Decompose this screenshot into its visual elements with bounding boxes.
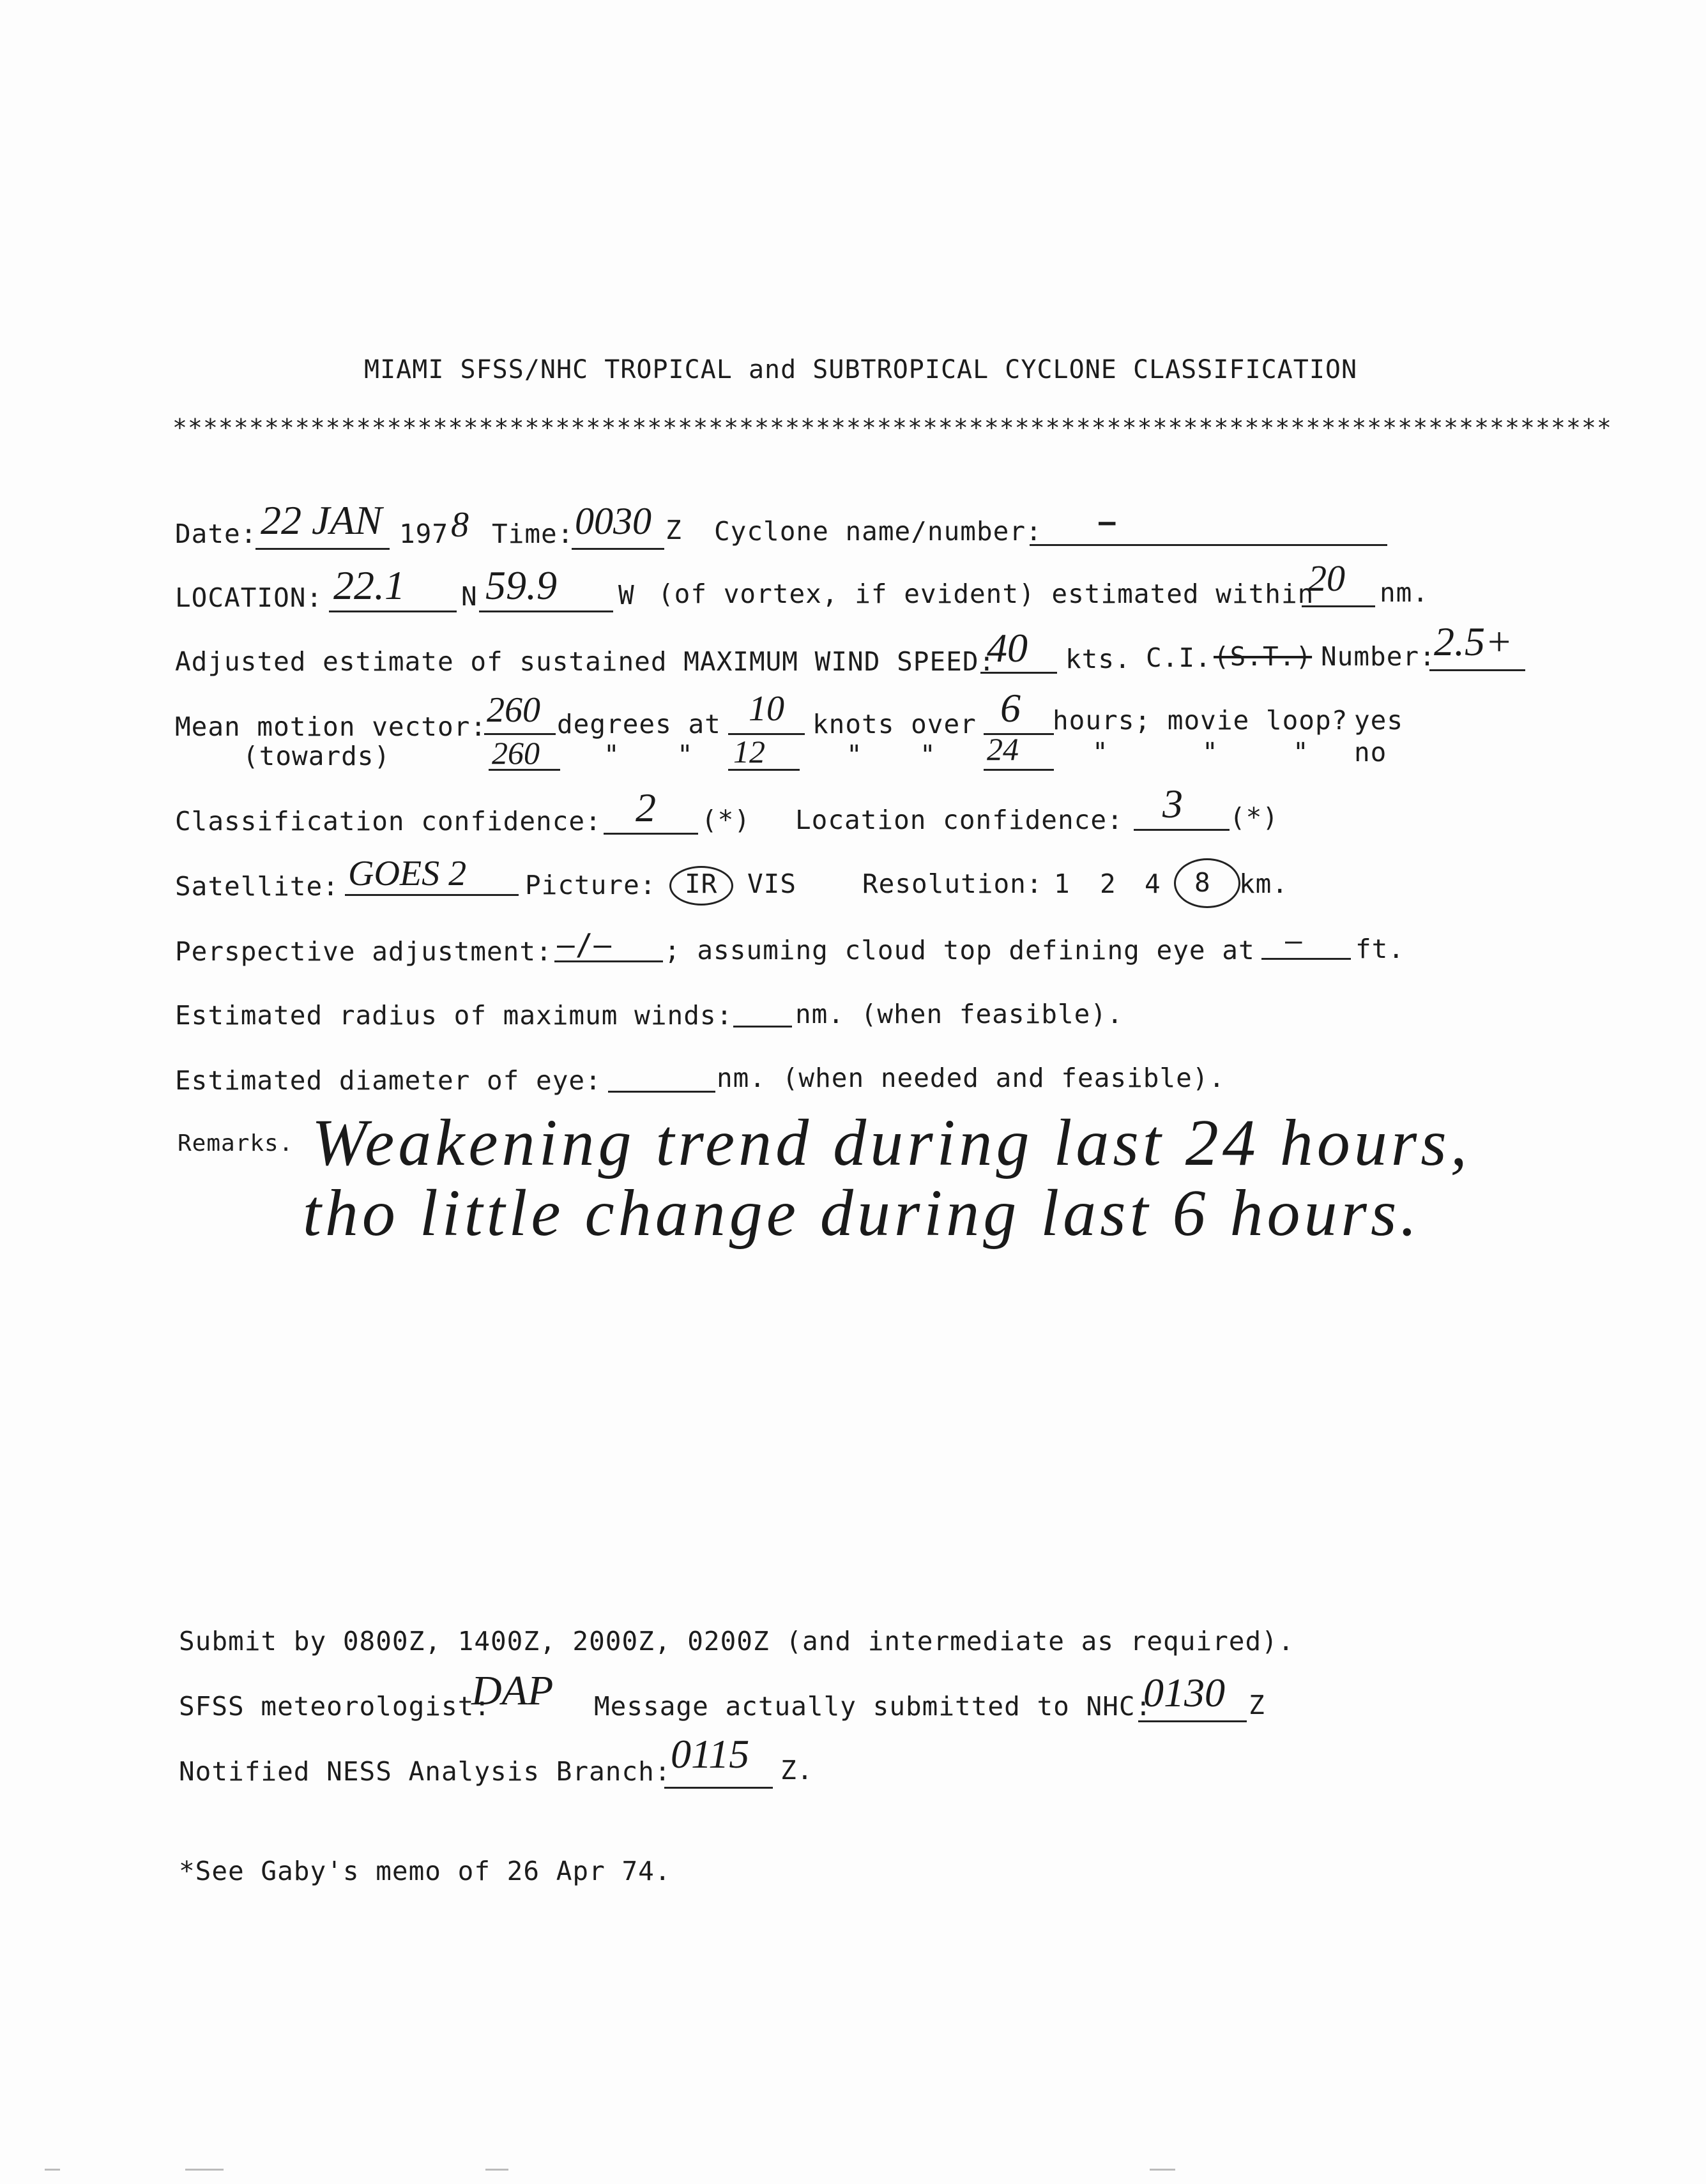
location-label: LOCATION: — [175, 582, 323, 613]
time-value: 0030 — [575, 500, 651, 542]
ci-label: C.I. — [1146, 642, 1212, 673]
perspective-unit: ft. — [1355, 934, 1405, 964]
motion-hours1: 6 — [1000, 685, 1021, 731]
date-value: 22 JAN — [261, 497, 383, 543]
remarks-label: Remarks. — [178, 1130, 294, 1156]
satellite-underline — [345, 894, 519, 896]
class-confidence-underline — [604, 833, 698, 835]
resolution-km: km. — [1239, 868, 1289, 899]
ci-number-value: 2.5+ — [1434, 619, 1513, 664]
st-struck: (S.T.) — [1214, 641, 1313, 672]
motion-knots1: 10 — [749, 689, 784, 729]
motion-deg2: 260 — [492, 735, 540, 771]
perspective-underline — [554, 960, 663, 962]
date-year-printed: 197 — [399, 519, 449, 549]
knots2-underline — [728, 769, 800, 771]
ditto-7: " — [1293, 737, 1309, 768]
ditto-4: " — [920, 739, 936, 770]
motion-hours-label: hours; movie loop? — [1053, 705, 1348, 736]
submit-instructions: Submit by 0800Z, 1400Z, 2000Z, 0200Z (and intermediate as required). — [179, 1626, 1295, 1657]
meteorologist-initials: DAP — [471, 1667, 554, 1714]
footnote: *See Gaby's memo of 26 Apr 74. — [179, 1856, 671, 1886]
time-suffix: Z — [666, 515, 682, 545]
perspective-height: — — [1285, 925, 1303, 957]
location-confidence-underline — [1134, 829, 1230, 831]
message-submitted-z: Z — [1249, 1690, 1265, 1720]
deg2-underline — [489, 769, 560, 771]
class-confidence-label: Classification confidence: — [175, 806, 602, 837]
movie-loop-no: no — [1354, 737, 1387, 768]
ci-number-underline — [1429, 669, 1525, 671]
remarks-line-2: tho little change during last 6 hours. — [303, 1176, 1421, 1250]
class-confidence-star: (*) — [701, 805, 751, 835]
star-divider: ********************************************************************************************** — [172, 414, 1612, 442]
location-lon: 59.9 — [485, 563, 557, 608]
form-title: MIAMI SFSS/NHC TROPICAL and SUBTROPICAL CYCLONE CLASSIFICATION — [364, 355, 1358, 384]
diameter-unit: nm. (when needed and feasible). — [717, 1063, 1226, 1093]
class-confidence-value: 2 — [636, 785, 656, 830]
satellite-value: GOES 2 — [348, 854, 467, 893]
cyclone-value: — — [1099, 506, 1116, 538]
message-submitted-value: 0130 — [1143, 1670, 1225, 1715]
resolution-2: 2 — [1100, 868, 1116, 899]
resolution-1: 1 — [1054, 868, 1070, 899]
motion-label: Mean motion vector: — [175, 711, 487, 742]
ditto-1: " — [604, 739, 620, 770]
radius-label: Estimated radius of maximum winds: — [175, 1000, 733, 1031]
perspective-label: Perspective adjustment: — [175, 936, 552, 967]
diameter-blank — [608, 1091, 715, 1093]
motion-knots-over: knots over — [812, 709, 977, 739]
scan-speck — [1150, 2169, 1175, 2171]
number-label: Number: — [1321, 641, 1436, 672]
date-label: Date: — [175, 519, 257, 549]
resolution-label: Resolution: — [862, 868, 1043, 899]
location-lat: 22.1 — [333, 563, 405, 608]
radius-unit: nm. (when feasible). — [795, 999, 1123, 1029]
scan-speck — [45, 2169, 60, 2171]
picture-ir: IR — [685, 868, 718, 899]
wind-unit: kts. — [1065, 644, 1131, 674]
ditto-2: " — [677, 739, 694, 770]
motion-deg1: 260 — [487, 690, 540, 730]
diameter-label: Estimated diameter of eye: — [175, 1065, 602, 1096]
motion-towards: (towards) — [243, 741, 391, 771]
ness-label: Notified NESS Analysis Branch: — [179, 1756, 671, 1787]
perspective-height-underline — [1261, 958, 1351, 960]
scan-speck — [185, 2169, 224, 2171]
ness-z: Z. — [781, 1755, 814, 1786]
message-submitted-underline — [1138, 1720, 1247, 1722]
date-underline — [255, 548, 390, 550]
ditto-5: " — [1092, 737, 1109, 768]
cyclone-label: Cyclone name/number: — [714, 516, 1042, 547]
ness-underline — [664, 1787, 773, 1789]
time-underline — [572, 548, 664, 550]
ditto-3: " — [846, 739, 863, 770]
picture-vis: VIS — [747, 868, 797, 899]
wind-value: 40 — [987, 625, 1028, 671]
within-underline — [1302, 605, 1375, 607]
location-within: 20 — [1308, 557, 1345, 599]
motion-hours2: 24 — [987, 731, 1019, 767]
location-confidence-value: 3 — [1162, 781, 1183, 826]
wind-label: Adjusted estimate of sustained MAXIMUM WIND SPEED: — [175, 646, 996, 677]
resolution-8: 8 — [1194, 867, 1211, 898]
location-confidence-label: Location confidence: — [795, 805, 1123, 835]
picture-label: Picture: — [525, 870, 657, 900]
movie-loop-yes: yes — [1354, 705, 1404, 736]
satellite-label: Satellite: — [175, 871, 339, 902]
perspective-text: ; assuming cloud top defining eye at — [664, 935, 1255, 966]
date-year-hand: 8 — [451, 505, 469, 545]
lon-underline — [479, 610, 613, 612]
location-n: N — [461, 581, 478, 612]
meteorologist-label: SFSS meteorologist: — [179, 1691, 491, 1722]
time-label: Time: — [492, 519, 574, 549]
hours2-underline — [984, 769, 1054, 771]
motion-degrees-label: degrees at — [557, 709, 721, 739]
lat-underline — [329, 610, 457, 612]
location-w: W — [618, 580, 635, 610]
cyclone-underline — [1030, 544, 1387, 546]
location-confidence-star: (*) — [1230, 802, 1279, 833]
motion-knots2: 12 — [733, 734, 765, 770]
perspective-value: —/— — [557, 927, 613, 962]
wind-underline — [980, 672, 1057, 674]
scan-speck — [485, 2169, 508, 2171]
resolution-4: 4 — [1145, 868, 1161, 899]
remarks-line-1: Weakening trend during last 24 hours, — [312, 1106, 1471, 1179]
message-submitted-label: Message actually submitted to NHC: — [594, 1691, 1152, 1722]
ness-value: 0115 — [671, 1731, 750, 1777]
ditto-6: " — [1202, 737, 1219, 768]
radius-blank — [733, 1026, 792, 1028]
location-text: (of vortex, if evident) estimated within — [658, 579, 1314, 609]
location-unit: nm. — [1380, 577, 1429, 608]
